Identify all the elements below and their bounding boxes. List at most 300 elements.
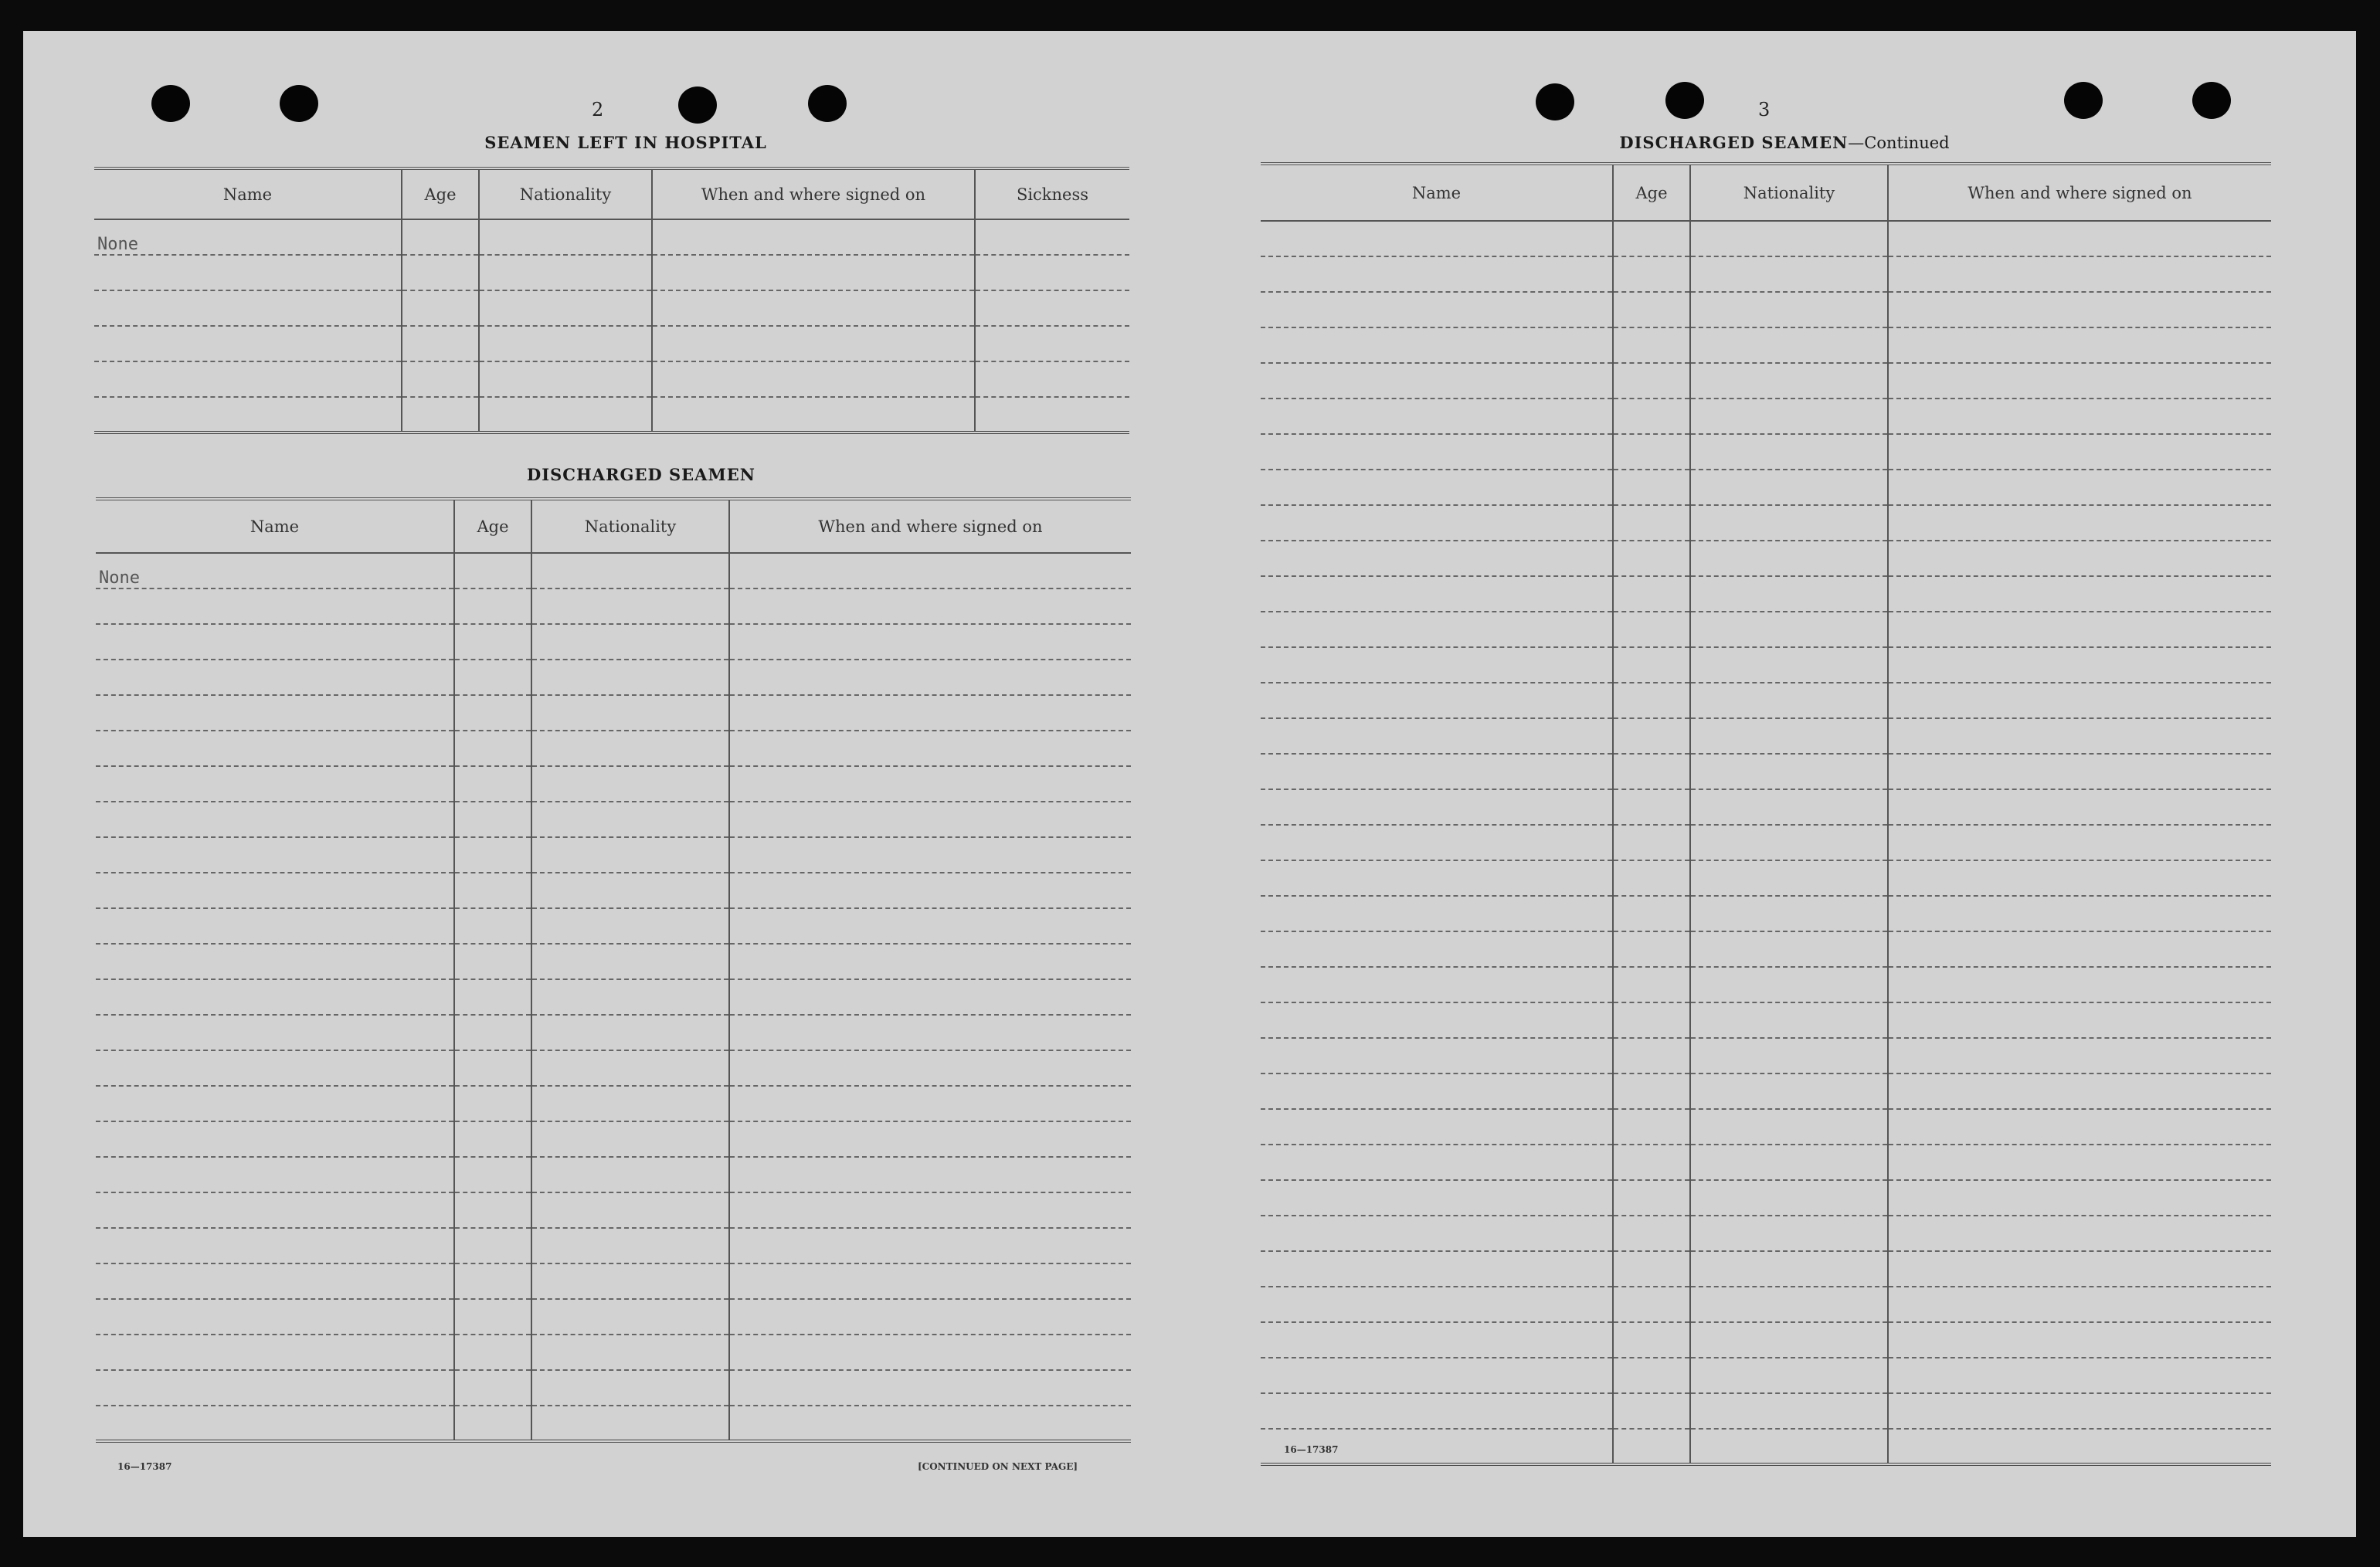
table-cell bbox=[729, 553, 1131, 588]
discharged-continued-table bbox=[1261, 162, 2271, 1466]
entry-none: None bbox=[94, 219, 402, 255]
table-cell bbox=[96, 1192, 454, 1228]
table-cell bbox=[1690, 363, 1888, 399]
table-cell bbox=[1261, 1287, 1613, 1322]
table-cell bbox=[1613, 1109, 1690, 1145]
table-cell bbox=[1613, 860, 1690, 896]
table-cell bbox=[1690, 896, 1888, 931]
table-cell bbox=[1888, 1002, 2271, 1038]
table-row bbox=[1261, 683, 2271, 718]
column-header-name: Name bbox=[96, 499, 454, 553]
table-row bbox=[1261, 789, 2271, 825]
table-cell bbox=[96, 1370, 454, 1406]
discharged-continued-title bbox=[1491, 133, 2078, 152]
table-cell bbox=[1613, 1216, 1690, 1251]
table-cell bbox=[1613, 1287, 1690, 1322]
table-cell bbox=[96, 908, 454, 944]
table-cell bbox=[1690, 860, 1888, 896]
table-cell bbox=[531, 766, 729, 802]
table-cell bbox=[1690, 647, 1888, 683]
table-row bbox=[1261, 931, 2271, 967]
table-cell bbox=[1261, 1251, 1613, 1287]
table-cell bbox=[94, 326, 402, 361]
column-header-nationality: Nationality bbox=[479, 168, 652, 219]
table-row bbox=[1261, 1393, 2271, 1429]
title-main: DISCHARGED SEAMEN bbox=[1619, 133, 1849, 152]
table-cell bbox=[1888, 718, 2271, 754]
table-row bbox=[96, 1086, 1131, 1121]
table-cell bbox=[1261, 683, 1613, 718]
table-cell bbox=[729, 1335, 1131, 1370]
table-cell bbox=[1613, 505, 1690, 541]
column-header-name: Name bbox=[94, 168, 402, 219]
column-header-signed-on: When and where signed on bbox=[729, 499, 1131, 553]
table-cell bbox=[1261, 967, 1613, 1002]
table-cell bbox=[479, 326, 652, 361]
table-cell bbox=[1888, 327, 2271, 363]
table-row bbox=[1261, 327, 2271, 363]
table-cell bbox=[531, 873, 729, 908]
table-cell bbox=[96, 979, 454, 1015]
table-row bbox=[96, 908, 1131, 944]
table-cell bbox=[531, 553, 729, 588]
table-row bbox=[96, 1192, 1131, 1228]
table-cell bbox=[454, 1406, 531, 1441]
table-cell bbox=[531, 1406, 729, 1441]
table-cell bbox=[1888, 1180, 2271, 1216]
table-row bbox=[94, 290, 1129, 326]
punch-hole bbox=[808, 85, 847, 122]
table-cell bbox=[96, 1121, 454, 1157]
table-cell bbox=[531, 695, 729, 731]
table-cell bbox=[975, 361, 1129, 397]
table-cell bbox=[96, 731, 454, 766]
table-cell bbox=[1888, 1251, 2271, 1287]
table-row bbox=[1261, 1002, 2271, 1038]
table-cell bbox=[1613, 1322, 1690, 1358]
table-row bbox=[1261, 612, 2271, 647]
table-cell bbox=[1261, 1322, 1613, 1358]
table-row bbox=[96, 1406, 1131, 1441]
table-cell bbox=[531, 731, 729, 766]
table-cell bbox=[1888, 1358, 2271, 1393]
table-cell bbox=[1888, 505, 2271, 541]
table-row bbox=[1261, 825, 2271, 860]
table-row bbox=[96, 1228, 1131, 1263]
table-cell bbox=[1261, 1358, 1613, 1393]
form-number: 16—17387 bbox=[1284, 1444, 1339, 1455]
table-cell bbox=[1261, 789, 1613, 825]
column-header-nationality: Nationality bbox=[531, 499, 729, 553]
table-cell bbox=[729, 908, 1131, 944]
table-cell bbox=[1690, 327, 1888, 363]
table-cell bbox=[479, 290, 652, 326]
table-row bbox=[1261, 896, 2271, 931]
table-cell bbox=[454, 944, 531, 979]
table-cell bbox=[1888, 612, 2271, 647]
table-cell bbox=[1888, 434, 2271, 470]
table-cell bbox=[1888, 256, 2271, 292]
table-cell bbox=[1261, 1145, 1613, 1180]
table-cell bbox=[1888, 1429, 2271, 1464]
table-cell bbox=[1690, 1145, 1888, 1180]
table-cell bbox=[652, 361, 975, 397]
table-row bbox=[1261, 647, 2271, 683]
table-cell bbox=[1261, 754, 1613, 789]
table-cell bbox=[1888, 1322, 2271, 1358]
table-cell bbox=[1261, 1180, 1613, 1216]
table-cell bbox=[1690, 1322, 1888, 1358]
table-cell bbox=[1888, 541, 2271, 576]
table-cell bbox=[531, 1228, 729, 1263]
table-cell bbox=[1888, 1216, 2271, 1251]
table-cell bbox=[1888, 754, 2271, 789]
table-cell bbox=[729, 660, 1131, 695]
table-row bbox=[96, 553, 1131, 588]
table-row bbox=[1261, 399, 2271, 434]
table-cell bbox=[1690, 967, 1888, 1002]
table-cell bbox=[1261, 470, 1613, 505]
table-cell bbox=[1613, 647, 1690, 683]
table-cell bbox=[96, 1086, 454, 1121]
table-cell bbox=[729, 1406, 1131, 1441]
table-row bbox=[96, 731, 1131, 766]
table-cell bbox=[402, 397, 479, 432]
title-suffix: —Continued bbox=[1848, 134, 1950, 152]
table-cell bbox=[454, 1263, 531, 1299]
table-cell bbox=[402, 290, 479, 326]
table-cell bbox=[1690, 1429, 1888, 1464]
table-cell bbox=[1888, 1393, 2271, 1429]
page-number: 2 bbox=[592, 99, 604, 120]
table-cell bbox=[531, 588, 729, 624]
table-cell bbox=[1613, 1358, 1690, 1393]
table-row bbox=[1261, 1038, 2271, 1073]
table-cell bbox=[1888, 399, 2271, 434]
table-cell bbox=[1613, 1145, 1690, 1180]
table-cell bbox=[96, 802, 454, 837]
ledger-sheet bbox=[23, 31, 2356, 1537]
table-cell bbox=[1613, 718, 1690, 754]
table-cell bbox=[402, 219, 479, 255]
table-cell bbox=[1888, 896, 2271, 931]
column-header-signed-on: When and where signed on bbox=[1888, 164, 2271, 221]
table-row bbox=[1261, 1216, 2271, 1251]
table-row bbox=[96, 1050, 1131, 1086]
punch-hole bbox=[151, 85, 190, 122]
table-cell bbox=[1261, 931, 1613, 967]
table-cell bbox=[1261, 1002, 1613, 1038]
table-cell bbox=[1261, 256, 1613, 292]
table-row bbox=[1261, 718, 2271, 754]
table-cell bbox=[975, 290, 1129, 326]
table-cell bbox=[96, 624, 454, 660]
punch-hole bbox=[1665, 82, 1704, 119]
table-cell bbox=[1613, 754, 1690, 789]
table-row bbox=[96, 1263, 1131, 1299]
table-cell bbox=[1690, 1393, 1888, 1429]
table-cell bbox=[1261, 612, 1613, 647]
table-cell bbox=[1690, 1038, 1888, 1073]
table-row bbox=[1261, 1180, 2271, 1216]
table-cell bbox=[1888, 931, 2271, 967]
table-cell bbox=[1613, 1073, 1690, 1109]
table-cell bbox=[1261, 1216, 1613, 1251]
table-cell bbox=[531, 944, 729, 979]
table-cell bbox=[729, 837, 1131, 873]
table-cell bbox=[454, 1335, 531, 1370]
table-cell bbox=[1888, 1287, 2271, 1322]
table-cell bbox=[1261, 1109, 1613, 1145]
table-cell bbox=[1613, 292, 1690, 327]
table-cell bbox=[1613, 1002, 1690, 1038]
table-cell bbox=[531, 979, 729, 1015]
table-cell bbox=[531, 1086, 729, 1121]
table-row bbox=[1261, 1429, 2271, 1464]
entry-none: None bbox=[96, 553, 454, 588]
table-cell bbox=[96, 695, 454, 731]
table-cell bbox=[729, 1157, 1131, 1192]
table-row bbox=[94, 397, 1129, 432]
table-cell bbox=[1261, 1073, 1613, 1109]
table-row bbox=[96, 660, 1131, 695]
table-cell bbox=[479, 361, 652, 397]
table-cell bbox=[1261, 399, 1613, 434]
table-cell bbox=[1690, 1002, 1888, 1038]
table-row bbox=[1261, 434, 2271, 470]
table-row bbox=[96, 802, 1131, 837]
table-row bbox=[1261, 470, 2271, 505]
table-cell bbox=[1888, 576, 2271, 612]
table-cell bbox=[1690, 1180, 1888, 1216]
table-row bbox=[96, 1335, 1131, 1370]
table-cell bbox=[454, 802, 531, 837]
table-cell bbox=[1613, 683, 1690, 718]
table-cell bbox=[531, 908, 729, 944]
table-row bbox=[1261, 860, 2271, 896]
table-cell bbox=[1690, 541, 1888, 576]
table-cell bbox=[479, 397, 652, 432]
table-cell bbox=[1888, 1038, 2271, 1073]
table-cell bbox=[729, 802, 1131, 837]
table-cell bbox=[1261, 576, 1613, 612]
table-cell bbox=[454, 908, 531, 944]
table-row bbox=[1261, 292, 2271, 327]
table-cell bbox=[1690, 256, 1888, 292]
table-cell bbox=[531, 837, 729, 873]
table-cell bbox=[1613, 221, 1690, 256]
table-row bbox=[96, 1157, 1131, 1192]
table-row bbox=[96, 837, 1131, 873]
table-cell bbox=[729, 1050, 1131, 1086]
table-cell bbox=[1613, 789, 1690, 825]
column-header-nationality: Nationality bbox=[1690, 164, 1888, 221]
table-cell bbox=[1613, 967, 1690, 1002]
table-cell bbox=[454, 979, 531, 1015]
table-row bbox=[1261, 505, 2271, 541]
table-row bbox=[96, 979, 1131, 1015]
table-cell bbox=[729, 624, 1131, 660]
table-cell bbox=[531, 1299, 729, 1335]
table-cell bbox=[1613, 1038, 1690, 1073]
table-cell bbox=[729, 1086, 1131, 1121]
table-cell bbox=[729, 1015, 1131, 1050]
table-cell bbox=[1261, 221, 1613, 256]
table-cell bbox=[94, 361, 402, 397]
table-cell bbox=[1690, 1073, 1888, 1109]
table-cell bbox=[1888, 683, 2271, 718]
table-row bbox=[1261, 221, 2271, 256]
table-cell bbox=[1261, 541, 1613, 576]
table-row bbox=[94, 361, 1129, 397]
table-row bbox=[1261, 256, 2271, 292]
table-cell bbox=[1261, 647, 1613, 683]
table-cell bbox=[454, 1228, 531, 1263]
table-cell bbox=[1690, 1216, 1888, 1251]
table-cell bbox=[1690, 789, 1888, 825]
table-row bbox=[1261, 1251, 2271, 1287]
punch-hole bbox=[280, 85, 318, 122]
table-cell bbox=[1888, 363, 2271, 399]
table-cell bbox=[1261, 292, 1613, 327]
table-row bbox=[96, 1121, 1131, 1157]
table-cell bbox=[1690, 825, 1888, 860]
table-cell bbox=[454, 1086, 531, 1121]
table-cell bbox=[531, 1015, 729, 1050]
punch-hole bbox=[678, 86, 717, 124]
form-number: 16—17387 bbox=[117, 1461, 172, 1472]
table-cell bbox=[531, 624, 729, 660]
table-row bbox=[1261, 541, 2271, 576]
table-cell bbox=[94, 255, 402, 290]
table-cell bbox=[1613, 1393, 1690, 1429]
page-number: 3 bbox=[1758, 99, 1771, 120]
table-cell bbox=[96, 1299, 454, 1335]
table-cell bbox=[96, 1406, 454, 1441]
table-cell bbox=[729, 979, 1131, 1015]
table-cell bbox=[729, 1192, 1131, 1228]
table-cell bbox=[1888, 1073, 2271, 1109]
table-cell bbox=[729, 1228, 1131, 1263]
table-cell bbox=[1613, 1429, 1690, 1464]
table-cell bbox=[531, 1157, 729, 1192]
table-cell bbox=[454, 1157, 531, 1192]
table-cell bbox=[1888, 1109, 2271, 1145]
table-row bbox=[94, 255, 1129, 290]
table-cell bbox=[1888, 647, 2271, 683]
table-cell bbox=[729, 766, 1131, 802]
table-row bbox=[1261, 1145, 2271, 1180]
table-cell bbox=[1690, 1287, 1888, 1322]
column-header-age: Age bbox=[1613, 164, 1690, 221]
table-row bbox=[96, 873, 1131, 908]
table-cell bbox=[1613, 256, 1690, 292]
table-row bbox=[96, 944, 1131, 979]
table-cell bbox=[1613, 1180, 1690, 1216]
table-cell bbox=[96, 660, 454, 695]
table-cell bbox=[1261, 825, 1613, 860]
table-cell bbox=[652, 397, 975, 432]
table-cell bbox=[402, 255, 479, 290]
table-cell bbox=[1888, 221, 2271, 256]
table-row bbox=[1261, 363, 2271, 399]
table-cell bbox=[1261, 1393, 1613, 1429]
table-cell bbox=[1888, 470, 2271, 505]
table-row bbox=[96, 588, 1131, 624]
table-cell bbox=[454, 1121, 531, 1157]
table-cell bbox=[454, 766, 531, 802]
table-cell bbox=[1690, 434, 1888, 470]
table-cell bbox=[96, 873, 454, 908]
table-cell bbox=[454, 1015, 531, 1050]
table-row bbox=[1261, 1358, 2271, 1393]
table-cell bbox=[479, 255, 652, 290]
table-row bbox=[96, 1299, 1131, 1335]
table-cell bbox=[1613, 576, 1690, 612]
table-cell bbox=[652, 255, 975, 290]
table-cell bbox=[1613, 327, 1690, 363]
table-cell bbox=[1690, 576, 1888, 612]
table-cell bbox=[1613, 541, 1690, 576]
table-cell bbox=[1888, 789, 2271, 825]
table-row bbox=[96, 766, 1131, 802]
table-cell bbox=[1261, 363, 1613, 399]
table-cell bbox=[652, 326, 975, 361]
table-cell bbox=[1613, 363, 1690, 399]
table-row bbox=[1261, 1322, 2271, 1358]
table-row bbox=[1261, 1287, 2271, 1322]
table-cell bbox=[531, 660, 729, 695]
table-cell bbox=[1888, 292, 2271, 327]
punch-hole bbox=[2192, 82, 2231, 119]
hospital-section-title: SEAMEN LEFT IN HOSPITAL bbox=[484, 133, 767, 152]
column-header-signed-on: When and where signed on bbox=[652, 168, 975, 219]
table-cell bbox=[454, 731, 531, 766]
table-cell bbox=[94, 397, 402, 432]
table-cell bbox=[402, 326, 479, 361]
table-cell bbox=[1690, 754, 1888, 789]
table-cell bbox=[729, 1299, 1131, 1335]
table-cell bbox=[454, 695, 531, 731]
table-cell bbox=[454, 660, 531, 695]
table-cell bbox=[1613, 825, 1690, 860]
column-header-age: Age bbox=[454, 499, 531, 553]
table-row bbox=[1261, 576, 2271, 612]
table-cell bbox=[1613, 434, 1690, 470]
table-cell bbox=[479, 219, 652, 255]
column-header-age: Age bbox=[402, 168, 479, 219]
table-cell bbox=[1888, 967, 2271, 1002]
table-cell bbox=[454, 837, 531, 873]
table-cell bbox=[96, 1157, 454, 1192]
table-cell bbox=[729, 873, 1131, 908]
table-cell bbox=[1261, 896, 1613, 931]
table-cell bbox=[1261, 434, 1613, 470]
table-cell bbox=[454, 1050, 531, 1086]
table-row bbox=[96, 1370, 1131, 1406]
table-cell bbox=[531, 802, 729, 837]
table-cell bbox=[1690, 221, 1888, 256]
table-cell bbox=[96, 1263, 454, 1299]
table-cell bbox=[96, 1335, 454, 1370]
table-cell bbox=[729, 944, 1131, 979]
column-header-sickness: Sickness bbox=[975, 168, 1129, 219]
table-cell bbox=[729, 588, 1131, 624]
table-cell bbox=[454, 873, 531, 908]
table-cell bbox=[96, 588, 454, 624]
table-cell bbox=[96, 1228, 454, 1263]
table-cell bbox=[531, 1335, 729, 1370]
